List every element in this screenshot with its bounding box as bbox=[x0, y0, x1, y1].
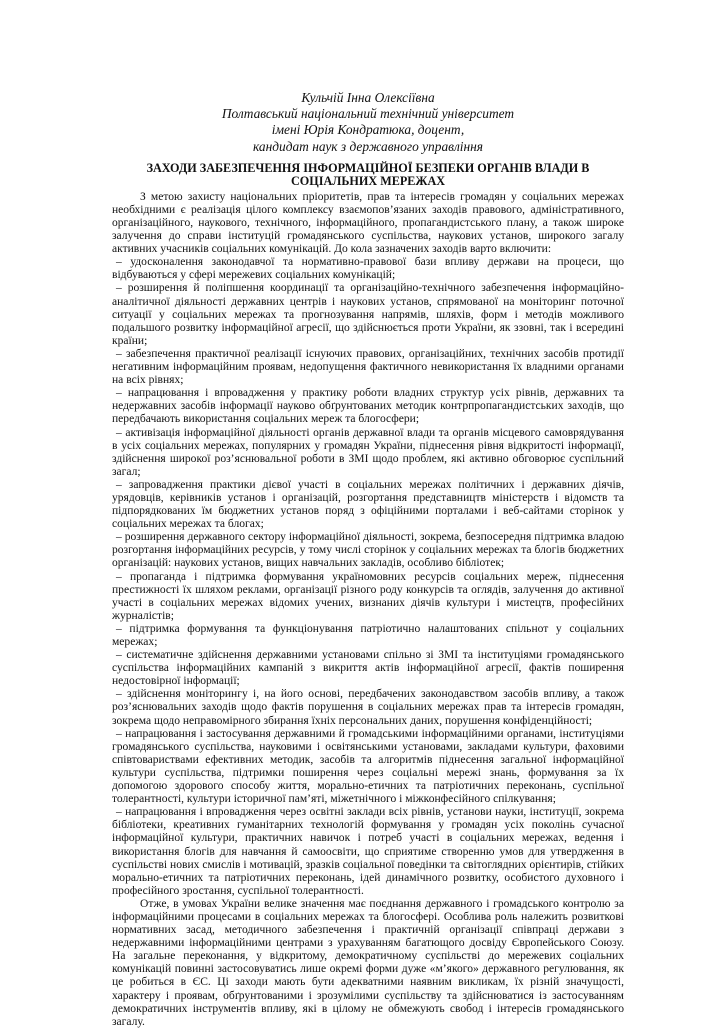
author-affiliation-2: імені Юрія Кондратюка, доцент, bbox=[271, 122, 465, 138]
paragraph-intro: З метою захисту національних пріоритетів, прав та інтересів громадян у соціальних мережах необхідними є реалізація цілого комплексу взаємопов’язаних заходів правового, адміністративного, організаційного, наукового, технічного, інформаційного, пропагандистського плану, а також широке залучення до справи інституцій громадянського суспільства, наукових установ, широкого загалу активних учасників соціальних комунікацій. До кола зазначених заходів варто включити: bbox=[112, 190, 624, 256]
list-item: – запровадження практики дієвої участі в соціальних мережах політичних і державних діячів, урядовців, керівників установ і організацій, розгортання представництв міністерств і відомств та підпорядкованих їм бюджетних установ поряд з офіційними порталами і веб-сайтами сторінок у соціальних мережах та блогах; bbox=[112, 478, 624, 531]
author-degree: кандидат наук з державного управління bbox=[252, 138, 484, 154]
list-item: – розширення й поліпшення координації та організаційно-технічного забезпечення інформаційно-аналітичної діяльності державних центрів і наукових установ, спрямованої на моніторинг поточної ситуації у соціальних мережах та прогнозування напрямів, шляхів, форм і методів можливого подальшого розвитку інформаційної агресії, що здійснюється проти України, як ззовні, так і всередині країни; bbox=[112, 282, 624, 347]
list-item: – активізація інформаційної діяльності органів державної влади та органів місцевого самоврядування в усіх соціальних мережах, популярних у громадян України, піднесення рівня відкритості інформації, здійснення широкої роз’яснювальної роботи в ЗМІ щодо проблем, які активно обговорює суспільний загал; bbox=[112, 426, 624, 478]
list-item: – напрацювання і застосування державними й громадськими інформаційними органами, інституціями громадянського суспільства, науковими і освітянськими установами, закладами культури, фаховими співтовариствами ефективних методик, засобів та алгоритмів піднесення загальної інформаційної культури суспільства, підтримки поширення через соціальні мережі знань, формування за їх допомогою здорового способу життя, морально-етичних та патріотичних переконань, суспільної толерантності, культури історичної пам’яті, міжетнічного і міжконфесійного спілкування; bbox=[112, 727, 624, 806]
author-name: Кульчій Інна Олексіївна bbox=[301, 90, 435, 105]
list-item: – напрацювання і впровадження через освітні заклади всіх рівнів, установи науки, інституції, зокрема бібліотеки, креативних гуманітарних технологій формування у громадян усіх поколінь сучасної інформаційної культури, практичних навичок і потреб участі в соціальних мережах, ведення і використання блогів для навчання й самоосвіти, що сприятиме створенню умов для утвердження в суспільстві нових смислів і мотивацій, зразків соціальної поведінки та світоглядних орієнтирів, стійких морально-етичних та патріотичних переконань, ідей динамічного розвитку, особистого духовного і професійного зростання, суспільної толерантності. bbox=[112, 806, 624, 897]
article-body bbox=[112, 191, 624, 1029]
document-page bbox=[112, 90, 624, 1029]
list-item: – підтримка формування та функціонування патріотично налаштованих спільнот у соціальних мережах; bbox=[112, 622, 624, 648]
paragraph-conclusion: Отже, в умовах України велике значення має поєднання державного і громадського контролю за інформаційними процесами в соціальних мережах та блогосфері. Особлива роль належить розвитковi нормативних засад, методичного забезпечення і практичній організації співпраці держави з недержавними інформаційними центрами з урахуванням багатющого досвіду Європейського Союзу. На загальне переконання, у відкритому, демократичному суспільстві до мережевих соціальних комунікацій повинні застосовуватись лише окремі форми дуже «м’якого» державного регулювання, як це робиться в ЄС. Ці заходи мають бути адекватними наявним викликам, їх різній значущості, характеру і проявам, обґрунтованими і зрозумілими суспільству та здійснюватися із застосуванням демократичних інструментів впливу, які в цілому не обмежують свобод і інтересів громадянського загалу. bbox=[112, 897, 624, 1028]
article-title: ЗАХОДИ ЗАБЕЗПЕЧЕННЯ ІНФОРМАЦІЙНОЇ БЕЗПЕКИ ОРГАНІВ ВЛАДИ В СОЦІАЛЬНИХ МЕРЕЖАХ bbox=[146, 160, 590, 189]
list-item: – здійснення моніторингу і, на його основі, передбачених законодавством засобів впливу, а також роз’яснювальних заходів щодо фактів порушення в соціальних мережах прав та інтересів громадян, зокрема щодо неправомірного збирання їхніх персональних даних, порушення конфіденційності; bbox=[112, 688, 624, 727]
author-affiliation: Полтавський національний технічний університет bbox=[221, 106, 515, 122]
list-item: – систематичне здійснення державними установами спільно зі ЗМІ та інституціями громадянського суспільства інформаційних кампаній з викриття актів інформаційної агресії, фактів поширення недостовірної інформації; bbox=[112, 649, 624, 688]
author-block bbox=[112, 90, 624, 155]
list-item: – розширення державного сектору інформаційної діяльності, зокрема, безпосередня підтримка владою розгортання інформаційних ресурсів, у тому числі сторінок у соціальних мережах та блогів бюджетних організацій: наукових установ, вищих навчальних закладів, особливо бібліотек; bbox=[112, 531, 624, 570]
list-item: – удосконалення законодавчої та нормативно-правової бази впливу держави на процеси, що відбуваються у сфері мережевих соціальних комунікацій; bbox=[112, 256, 624, 282]
list-item: – пропаганда і підтримка формування україномовних ресурсів соціальних мереж, піднесення престижності їх шляхом реклами, організації різного роду конкурсів та оглядів, залучення до активної участі в соціальних мережах відомих учених, визнаних діячів культури і мистецтв, професійних журналістів; bbox=[112, 570, 624, 622]
list-item: – напрацювання і впровадження у практику роботи владних структур усіх рівнів, державних та недержавних засобів інформації науково обґрунтованих методик контрпропагандистських заходів, що передбачають використання соціальних мереж та блогосфери; bbox=[112, 387, 624, 426]
list-item: – забезпечення практичної реалізації існуючих правових, організаційних, технічних засобів протидії негативним інформаційним проявам, недопущення фактичного невикористання їх владними органами на всіх рівнях; bbox=[112, 347, 624, 387]
